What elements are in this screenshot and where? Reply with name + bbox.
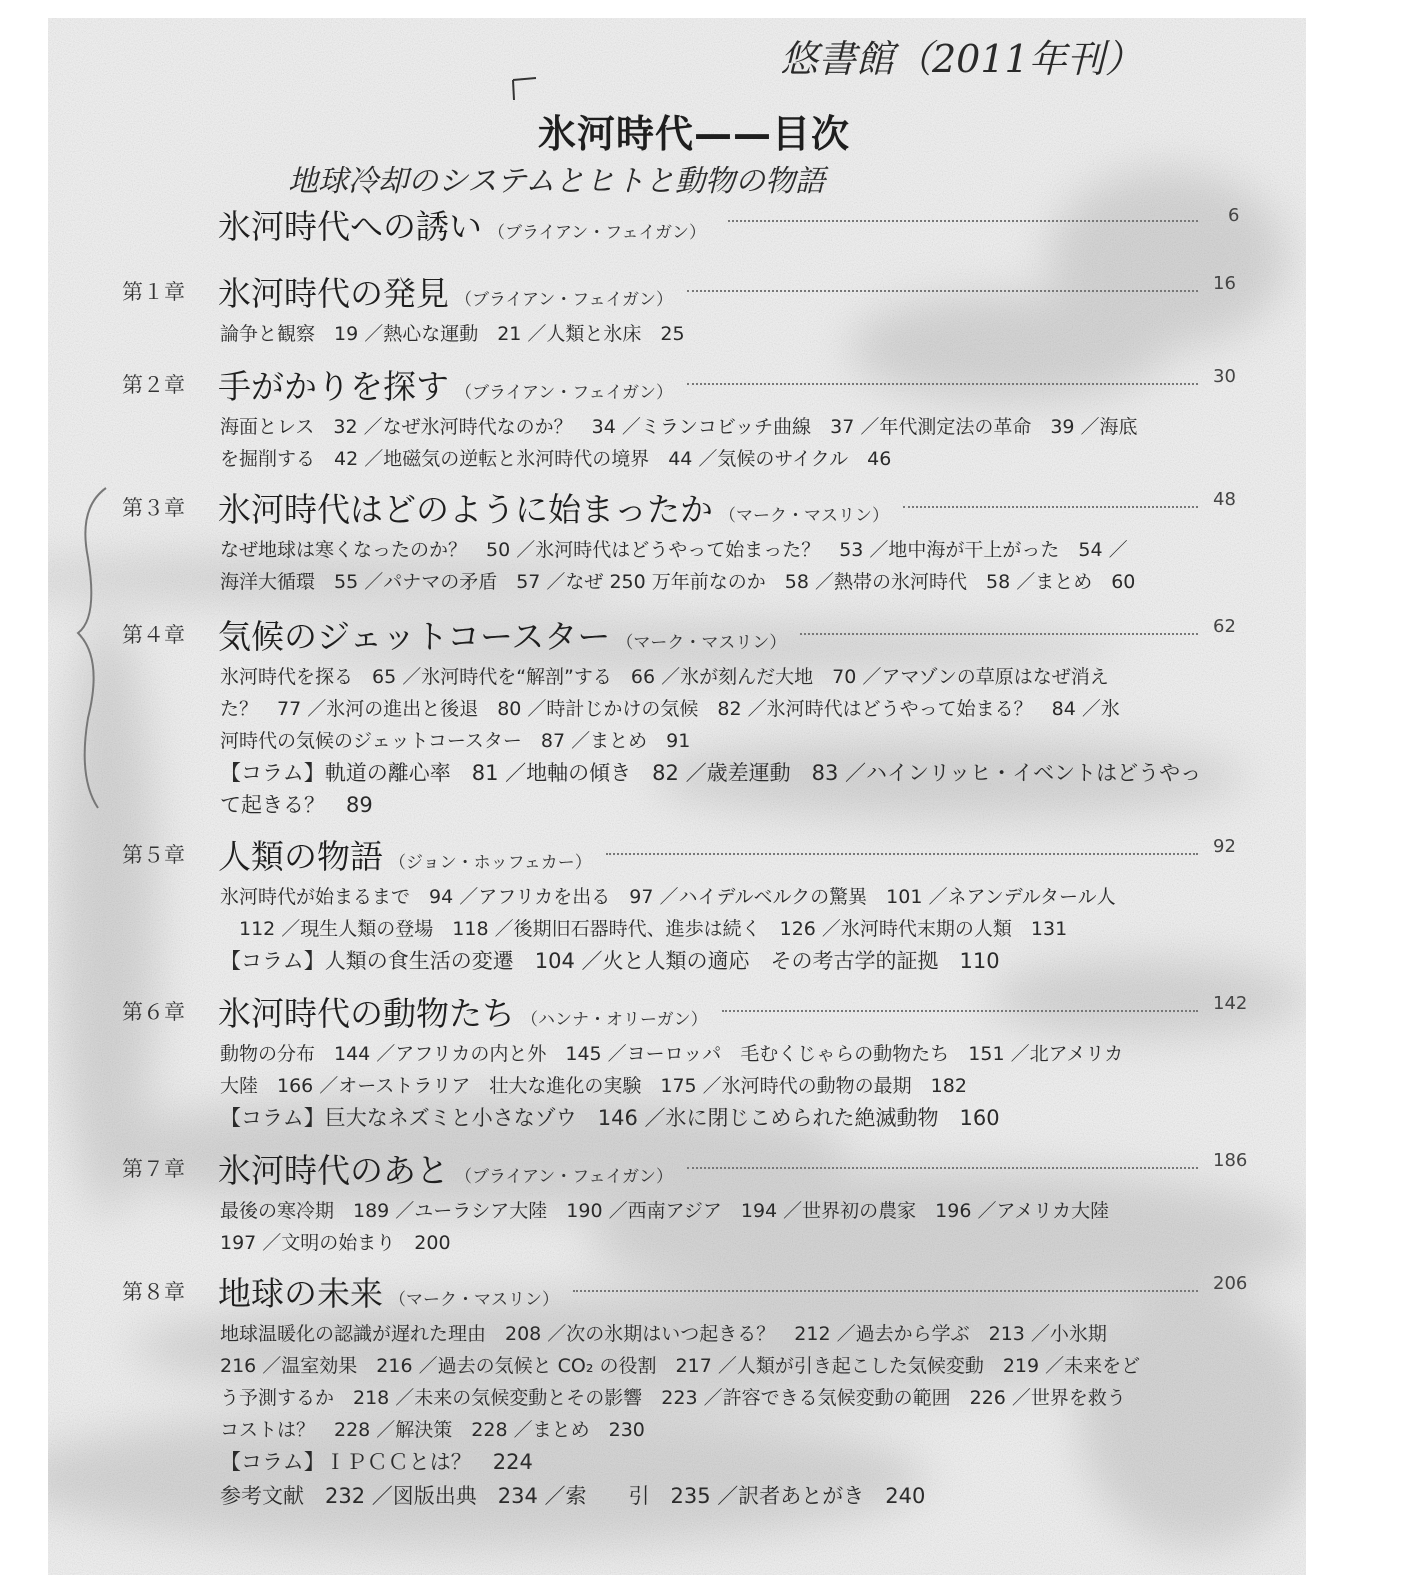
dot-leader bbox=[722, 1010, 1198, 1012]
chapter-label: 第７章 bbox=[122, 1157, 185, 1181]
chapter-author: （ブライアン・フェイガン） bbox=[455, 1167, 673, 1187]
dot-leader bbox=[606, 853, 1198, 855]
section-line: う予測するか 218 ／未来の気候変動とその影響 223 ／許容できる気候変動の範囲 226 ／世界を救う bbox=[220, 1387, 1126, 1409]
column-line: 【コラム】ＩＰＣＣとは？ 224 bbox=[220, 1450, 533, 1474]
dot-leader bbox=[573, 1290, 1198, 1292]
chapter-title: 手がかりを探す （ブライアン・フェイガン） bbox=[218, 367, 673, 406]
chapter-author: （ハンナ・オリーガン） bbox=[521, 1010, 708, 1030]
chapter-title: 気候のジェットコースター （マーク・マスリン） bbox=[218, 617, 787, 656]
section-line: 論争と観察 19 ／熱心な運動 21 ／人類と氷床 25 bbox=[220, 323, 685, 345]
chapter-page: 30 bbox=[1213, 366, 1236, 387]
column-line: 【コラム】巨大なネズミと小さなゾウ 146 ／氷に閉じこめられた絶滅動物 160 bbox=[220, 1106, 1000, 1130]
chapter-author: （マーク・マスリン） bbox=[616, 633, 787, 653]
section-line: 海洋大循環 55 ／パナマの矛盾 57 ／なぜ 250 万年前なのか 58 ／熱帯の氷河時代 58 ／まとめ 60 bbox=[220, 571, 1136, 593]
back-matter: 参考文献 232 ／図版出典 234 ／索 引 235 ／訳者あとがき 240 bbox=[220, 1484, 926, 1508]
column-line: 【コラム】人類の食生活の変遷 104 ／火と人類の適応 その考古学的証拠 110 bbox=[220, 949, 1000, 973]
section-line: 海面とレス 32 ／なぜ氷河時代なのか？ 34 ／ミランコビッチ曲線 37 ／年代測定法の革命 39 ／海底 bbox=[220, 416, 1138, 438]
chapter-label: 第１章 bbox=[122, 280, 185, 304]
chapter-author: （ブライアン・フェイガン） bbox=[455, 383, 673, 403]
chapter-page: 16 bbox=[1213, 273, 1236, 294]
chapter-page: 48 bbox=[1213, 489, 1236, 510]
chapter-label: 第４章 bbox=[122, 623, 185, 647]
intro-page: 6 bbox=[1228, 205, 1240, 226]
dot-leader bbox=[800, 633, 1198, 635]
section-line: なぜ地球は寒くなったのか？ 50 ／氷河時代はどうやって始まった？ 53 ／地中海が干上がった 54 ／ bbox=[220, 539, 1128, 561]
section-line: 197 ／文明の始まり 200 bbox=[220, 1232, 451, 1254]
chapter-label: 第５章 bbox=[122, 843, 185, 867]
scanned-page bbox=[48, 18, 1306, 1575]
column-line: 【コラム】軌道の離心率 81 ／地軸の傾き 82 ／歳差運動 83 ／ハインリッヒ・イベントはどうやっ bbox=[220, 761, 1202, 785]
handwritten-subtitle: 地球冷却のシステムとヒトと動物の物語 bbox=[288, 164, 825, 199]
chapter-title: 氷河時代のあと （ブライアン・フェイガン） bbox=[218, 1151, 673, 1190]
dot-leader bbox=[687, 383, 1198, 385]
section-line: 216 ／温室効果 216 ／過去の気候と CO₂ の役割 217 ／人類が引き起こした気候変動 219 ／未来をど bbox=[220, 1355, 1141, 1377]
chapter-title: 氷河時代の動物たち （ハンナ・オリーガン） bbox=[218, 994, 708, 1033]
section-line: 最後の寒冷期 189 ／ユーラシア大陸 190 ／西南アジア 194 ／世界初の農家 196 ／アメリカ大陸 bbox=[220, 1200, 1110, 1222]
chapter-author: （ブライアン・フェイガン） bbox=[455, 290, 673, 310]
chapter-page: 62 bbox=[1213, 616, 1236, 637]
handwritten-note: 悠書館（2011年刊） bbox=[780, 37, 1143, 81]
intro-title: 氷河時代への誘い bbox=[218, 207, 482, 246]
chapter-label: 第８章 bbox=[122, 1280, 185, 1304]
chapter-title: 地球の未来 （マーク・マスリン） bbox=[218, 1274, 559, 1313]
section-line: た？ 77 ／氷河の進出と後退 80 ／時計じかけの気候 82 ／氷河時代はどうやって始まる？ 84 ／氷 bbox=[220, 698, 1120, 720]
section-line: 112 ／現生人類の登場 118 ／後期旧石器時代、進歩は続く 126 ／氷河時代末期の人類 131 bbox=[220, 918, 1068, 940]
dot-leader bbox=[687, 1167, 1198, 1169]
chapter-page: 92 bbox=[1213, 836, 1236, 857]
dot-leader bbox=[728, 220, 1198, 222]
section-line: 大陸 166 ／オーストラリア 壮大な進化の実験 175 ／氷河時代の動物の最期 182 bbox=[220, 1075, 967, 1097]
chapter-title: 人類の物語 （ジョン・ホッフェカー） bbox=[218, 837, 592, 876]
chapter-page: 142 bbox=[1213, 993, 1248, 1014]
chapter-page: 206 bbox=[1213, 1273, 1248, 1294]
chapter-author: （マーク・マスリン） bbox=[389, 1290, 559, 1310]
section-line: 河時代の気候のジェットコースター 87 ／まとめ 91 bbox=[220, 730, 691, 752]
section-line: を掘削する 42 ／地磁気の逆転と氷河時代の境界 44 ／気候のサイクル 46 bbox=[220, 448, 892, 470]
chapter-label: 第６章 bbox=[122, 1000, 185, 1024]
intro-author: （ブライアン・フェイガン） bbox=[488, 223, 706, 243]
intro-entry bbox=[218, 201, 706, 248]
chapter-title: 氷河時代はどのように始まったか （マーク・マスリン） bbox=[218, 490, 889, 529]
chapter-label: 第３章 bbox=[122, 496, 185, 520]
section-line: 地球温暖化の認識が遅れた理由 208 ／次の氷期はいつ起きる？ 212 ／過去から学ぶ 213 ／小氷期 bbox=[220, 1323, 1107, 1345]
section-line: 氷河時代が始まるまで 94 ／アフリカを出る 97 ／ハイデルベルクの驚異 101 ／ネアンデルタール人 bbox=[220, 886, 1116, 908]
page-title: 氷河時代——目次 bbox=[538, 112, 851, 156]
section-line: 氷河時代を探る 65 ／氷河時代を“解剖”する 66 ／氷が刻んだ大地 70 ／アマゾンの草原はなぜ消え bbox=[220, 666, 1109, 688]
column-line: て起きる？ 89 bbox=[220, 793, 373, 817]
section-line: 動物の分布 144 ／アフリカの内と外 145 ／ヨーロッパ 毛むくじゃらの動物たち 151 ／北アメリカ bbox=[220, 1043, 1124, 1065]
dot-leader bbox=[903, 506, 1198, 508]
chapter-page: 186 bbox=[1213, 1150, 1248, 1171]
dot-leader bbox=[687, 290, 1198, 292]
chapter-author: （マーク・マスリン） bbox=[719, 506, 889, 526]
chapter-author: （ジョン・ホッフェカー） bbox=[389, 853, 592, 873]
section-line: コストは？ 228 ／解決策 228 ／まとめ 230 bbox=[220, 1419, 645, 1441]
chapter-title: 氷河時代の発見 （ブライアン・フェイガン） bbox=[218, 274, 673, 313]
chapter-label: 第２章 bbox=[122, 373, 185, 397]
